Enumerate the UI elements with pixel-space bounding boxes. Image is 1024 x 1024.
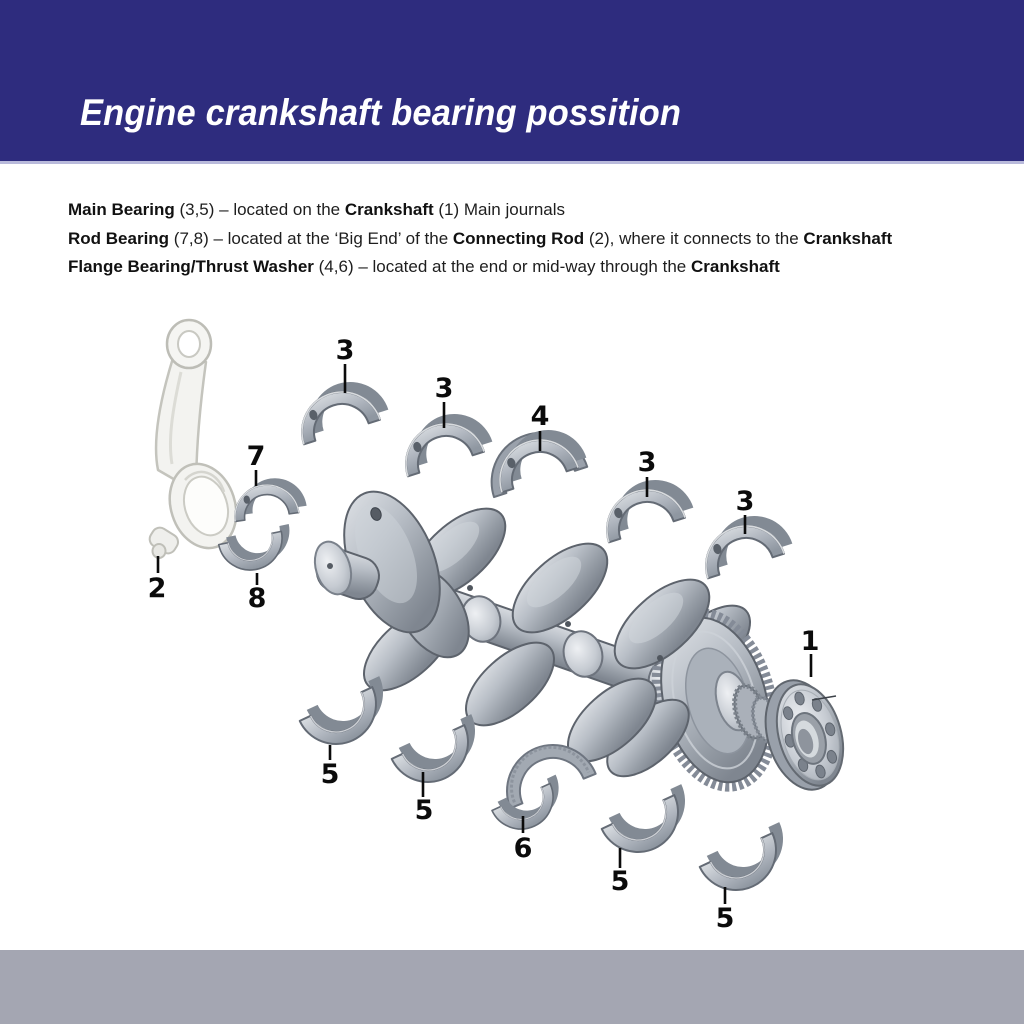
- main-bearing-lower-shell: [389, 714, 491, 795]
- callout-5: 5: [414, 795, 434, 826]
- main-bearing-lower-shell: [599, 784, 701, 865]
- callout-5: 5: [715, 903, 735, 934]
- callout-6: 6: [513, 833, 533, 864]
- callout-3: 3: [637, 447, 657, 478]
- description-line: Rod Bearing (7,8) – located at the ‘Big End’ of the Connecting Rod (2), where it connects to the Crankshaft: [68, 228, 893, 248]
- callout-4: 4: [530, 401, 550, 432]
- main-bearing-upper-shell: [594, 470, 695, 543]
- callout-8: 8: [247, 583, 267, 614]
- description-line: Main Bearing (3,5) – located on the Crankshaft (1) Main journals: [68, 200, 565, 219]
- crankshaft-flange: [754, 671, 855, 799]
- callout-3: 3: [434, 373, 454, 404]
- main-bearing-lower-shell: [697, 822, 799, 903]
- description-line: Flange Bearing/Thrust Washer (4,6) – located at the end or mid-way through the Crankshaft: [68, 257, 780, 276]
- callout-5: 5: [610, 866, 630, 897]
- main-bearing-upper-shell: [289, 372, 390, 445]
- callout-1: 1: [800, 626, 820, 657]
- page-title: Engine crankshaft bearing possition: [80, 92, 682, 133]
- callout-2: 2: [147, 573, 167, 604]
- callout-5: 5: [320, 759, 340, 790]
- rod-bearing-upper-shell: [230, 474, 307, 521]
- callout-3: 3: [335, 335, 355, 366]
- callout-7: 7: [246, 441, 266, 472]
- callout-3: 3: [735, 486, 755, 517]
- connecting-rod: [147, 320, 247, 558]
- footer-bar: [0, 950, 1024, 1024]
